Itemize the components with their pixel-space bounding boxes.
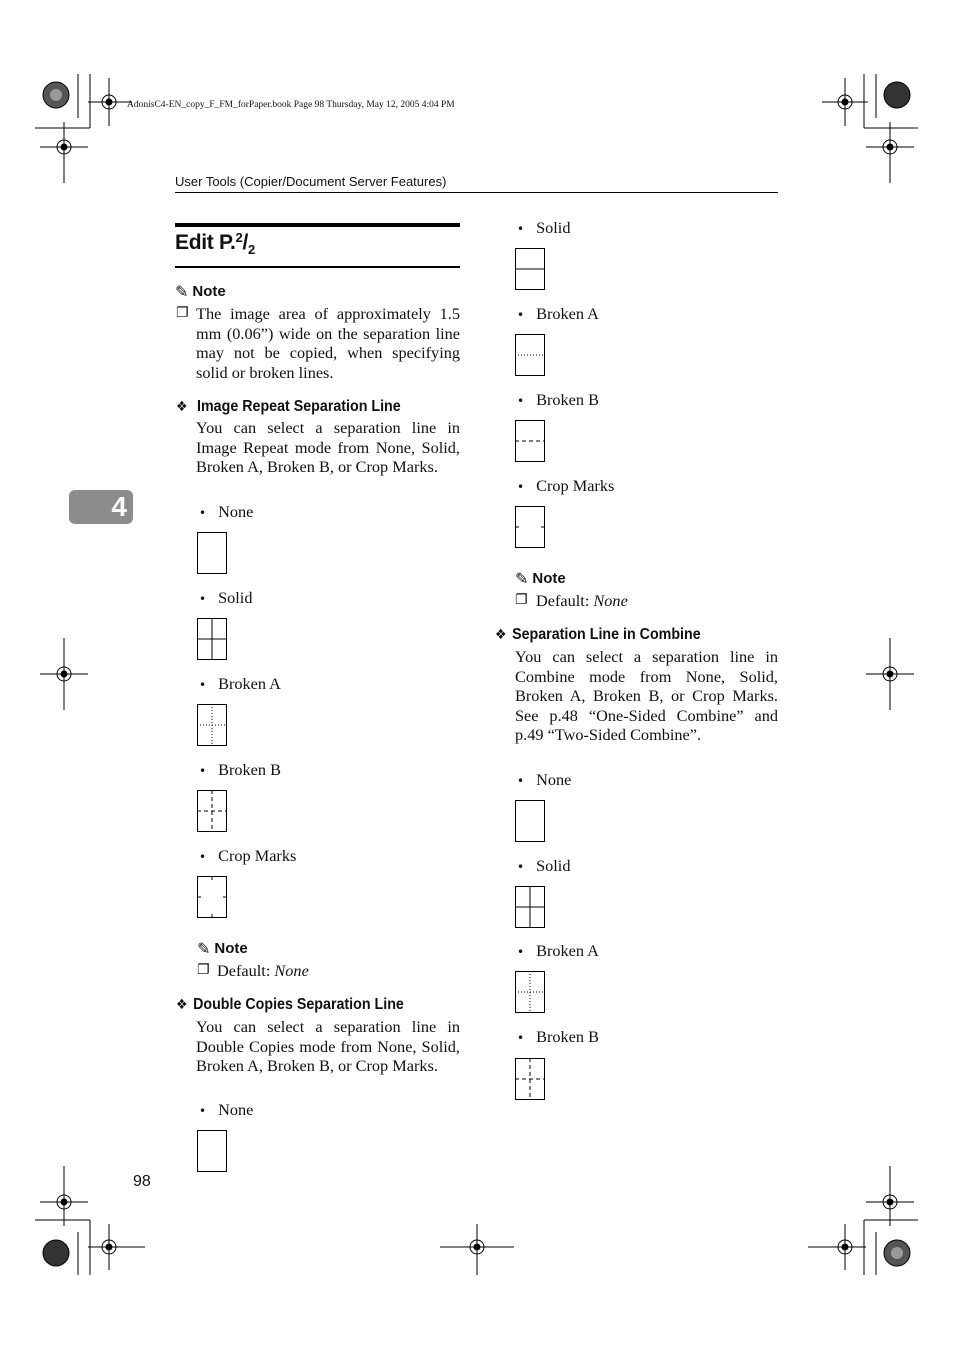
checkbox-icon: ❐: [197, 962, 210, 978]
print-info: AdonisC4-EN_copy_F_FM_forPaper.book Page 98 Thursday, May 12, 2005 4:04 PM: [127, 100, 455, 110]
separation-broken-b-icon: [197, 790, 227, 832]
section-heading: ❖ Separation Line in Combine: [495, 626, 701, 643]
note-heading: ✎ Note: [515, 569, 566, 588]
pencil-icon: ✎: [515, 569, 529, 588]
list-item: • Crop Marks: [199, 846, 297, 865]
list-item: • Solid: [517, 856, 571, 875]
list-item: • Broken B: [199, 760, 281, 779]
separation-solid-icon: [515, 248, 545, 290]
diamond-icon: ❖: [495, 627, 507, 643]
note-heading: ✎ Note: [175, 282, 226, 301]
separation-none-icon: [197, 1130, 227, 1172]
section-text: You can select a separation line in Double Copies mode from None, Solid, Broken A, Broken B, or Crop Marks.: [196, 1017, 460, 1076]
separation-broken-a-icon: [197, 704, 227, 746]
list-item: • Broken A: [517, 941, 599, 960]
diamond-icon: ❖: [176, 997, 188, 1013]
separation-broken-a-icon: [515, 334, 545, 376]
separation-broken-b-icon: [515, 1058, 545, 1100]
separation-none-icon: [515, 800, 545, 842]
list-item: • None: [199, 1100, 254, 1119]
section-heading: ❖ Double Copies Separation Line: [176, 996, 404, 1013]
page-number: 98: [133, 1173, 151, 1190]
separation-crop-marks-icon: [197, 876, 227, 918]
list-item: • Crop Marks: [517, 476, 615, 495]
list-item: • None: [199, 502, 254, 521]
list-item: • Broken A: [517, 304, 599, 323]
pencil-icon: ✎: [197, 939, 211, 958]
section-text: You can select a separation line in Image Repeat mode from None, Solid, Broken A, Broken B, or Crop Marks.: [196, 418, 460, 477]
separation-broken-b-icon: [515, 420, 545, 462]
default-text: Default: None: [536, 591, 628, 610]
chapter-tab: 4: [69, 490, 133, 524]
pencil-icon: ✎: [175, 282, 189, 301]
section-heading: ❖ Image Repeat Separation Line: [176, 398, 401, 415]
header-rule: [175, 192, 778, 193]
checkbox-icon: ❐: [515, 592, 528, 608]
separation-broken-a-icon: [515, 971, 545, 1013]
list-item: • None: [517, 770, 572, 789]
separation-solid-icon: [197, 618, 227, 660]
separation-none-icon: [197, 532, 227, 574]
list-item: • Broken B: [517, 390, 599, 409]
section-text: You can select a separation line in Combine mode from None, Solid, Broken A, Broken B, or Crop Marks. See p.48 “One-Sided Combine” and p.49 “Two-Sided Combine”.: [515, 647, 778, 745]
diamond-icon: ❖: [176, 399, 188, 415]
list-item: • Solid: [199, 588, 253, 607]
page-title: Edit $P.^2/_2$: [175, 230, 255, 257]
default-text: Default: None: [217, 961, 309, 980]
note-heading: ✎ Note: [197, 939, 248, 958]
running-header: User Tools (Copier/Document Server Features): [175, 174, 447, 189]
list-item: • Broken B: [517, 1027, 599, 1046]
list-item: • Solid: [517, 218, 571, 237]
separation-solid-icon: [515, 886, 545, 928]
note-text: The image area of approximately 1.5 mm (0.06”) wide on the separation line may not be copied, when specifying solid or broken lines.: [196, 304, 460, 382]
separation-crop-marks-icon: [515, 506, 545, 548]
list-item: • Broken A: [199, 674, 281, 693]
checkbox-icon: ❐: [176, 305, 189, 321]
